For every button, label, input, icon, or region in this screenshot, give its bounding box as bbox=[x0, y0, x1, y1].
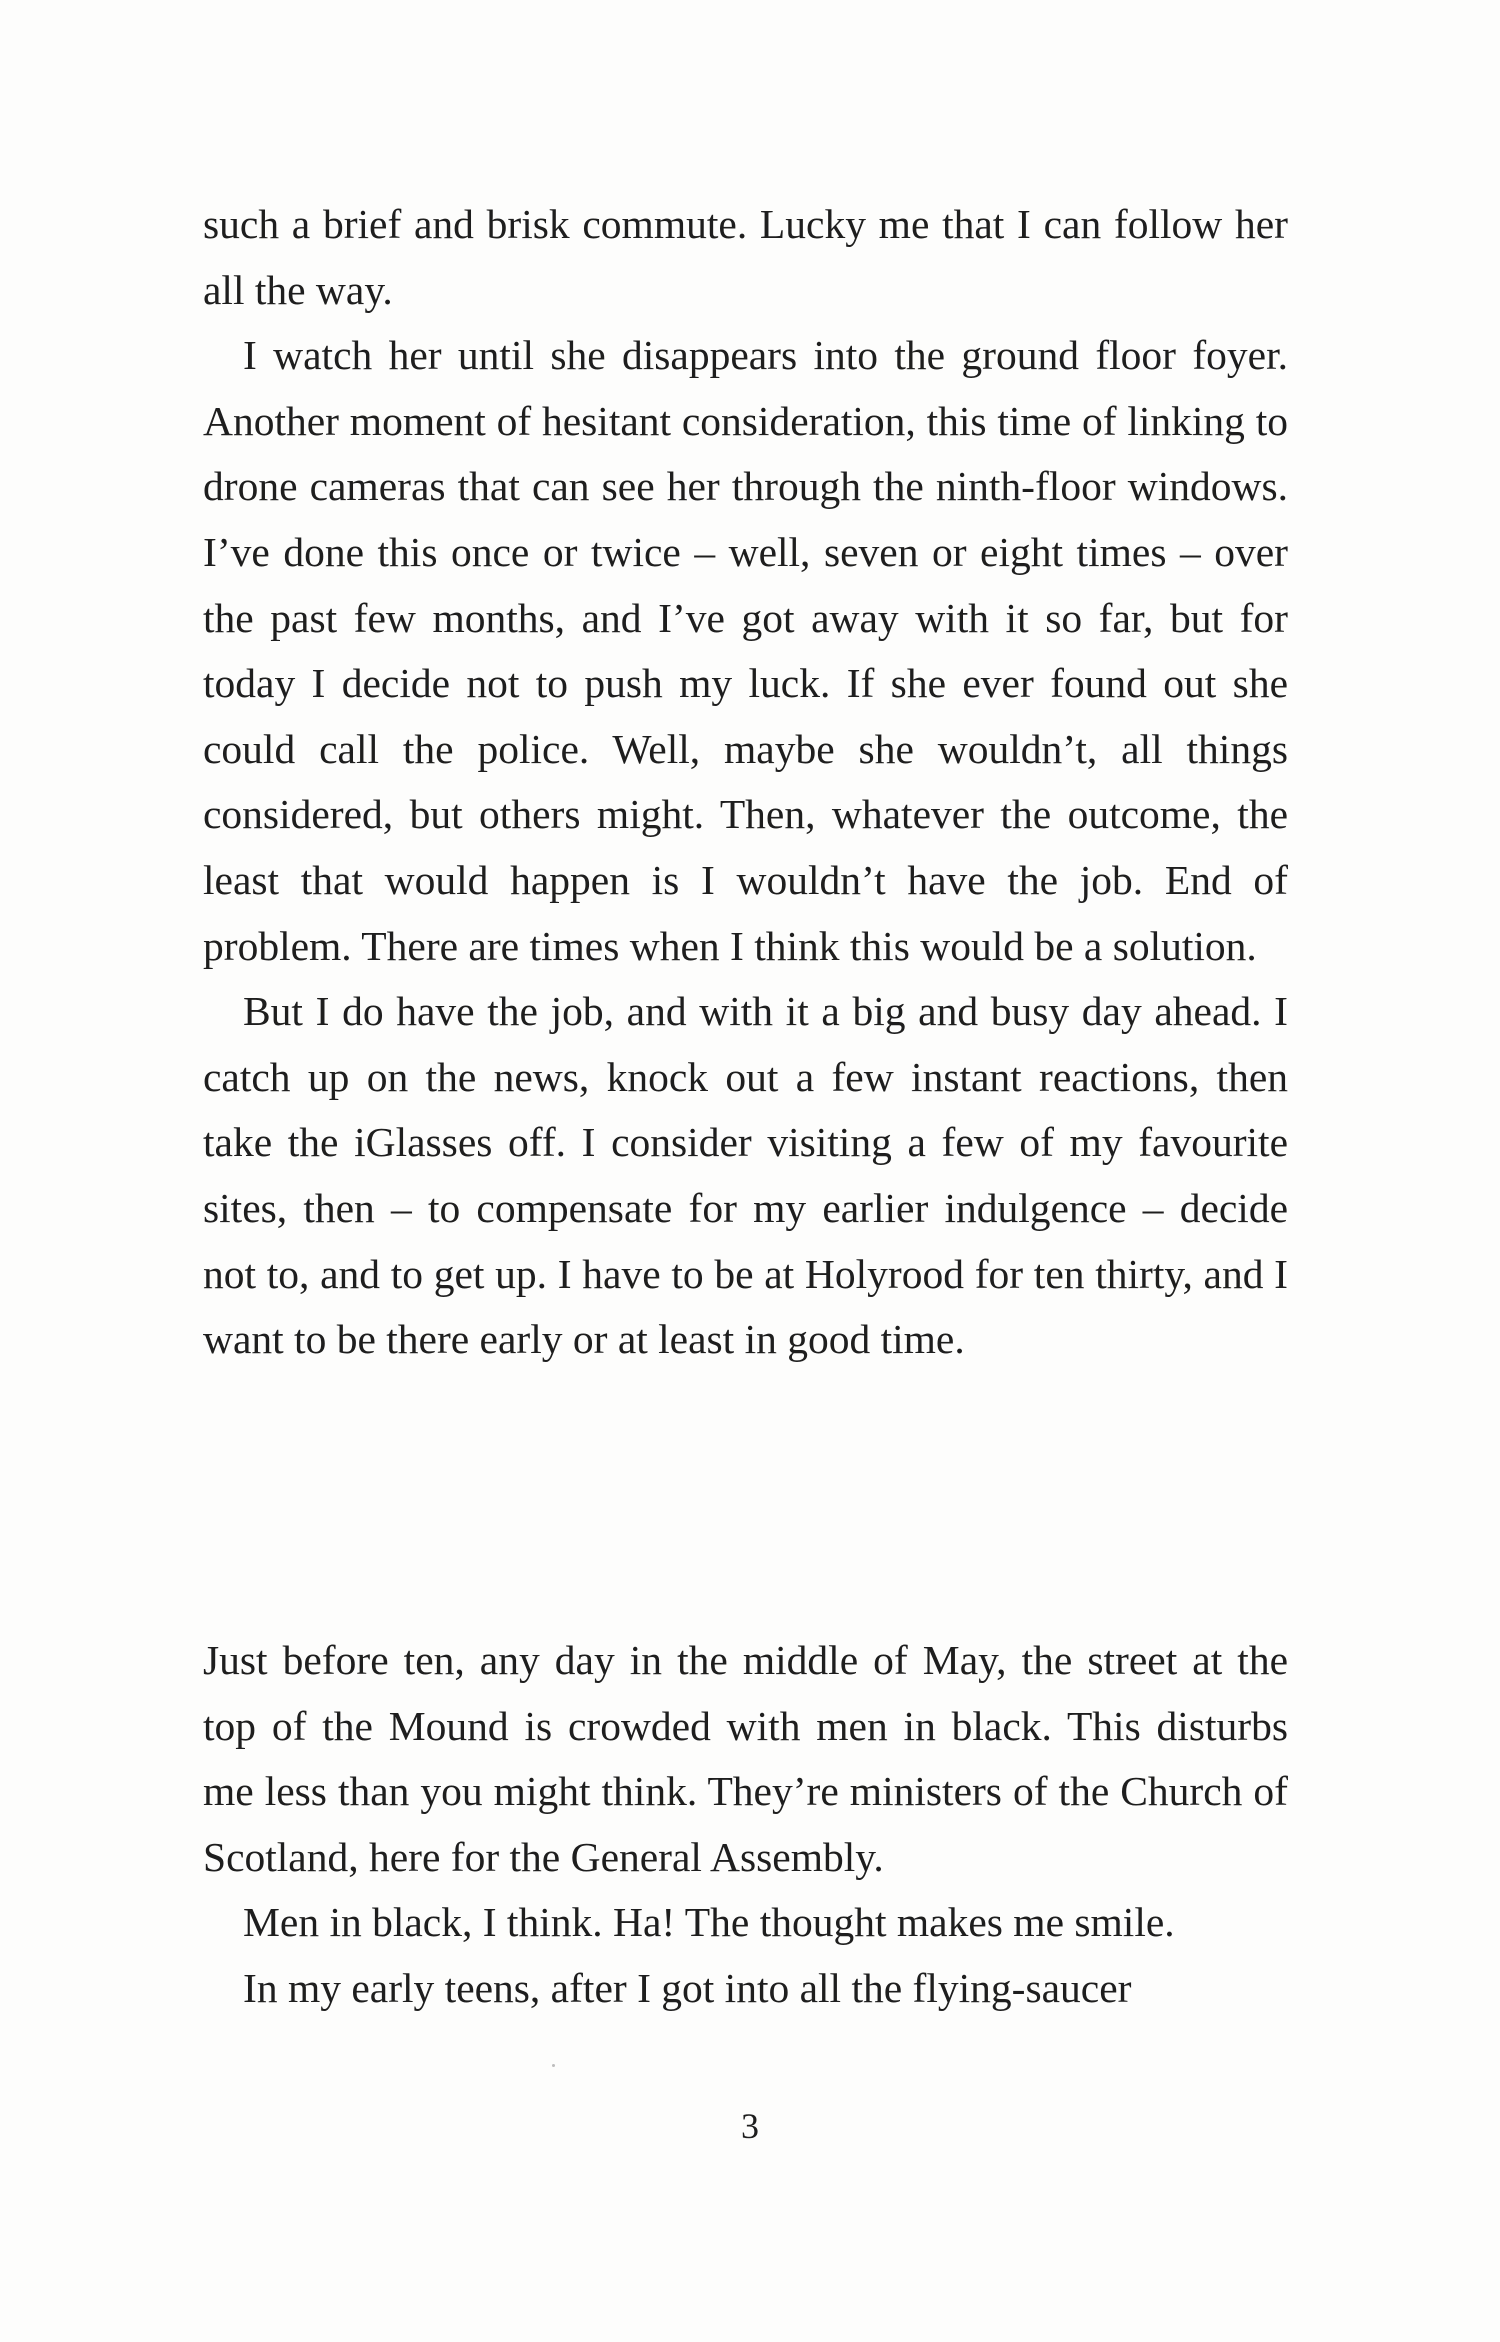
section-1 bbox=[203, 192, 1288, 1373]
paragraph: In my early teens, after I got into all the flying-saucer bbox=[243, 1964, 1132, 2011]
section-2 bbox=[203, 1628, 1288, 2022]
page-number: 3 bbox=[741, 2106, 759, 2146]
paragraph: Men in black, I think. Ha! The thought makes me smile. bbox=[243, 1899, 1175, 1946]
paragraph-continued: such a brief and brisk commute. Lucky me that I can follow her all the way. bbox=[203, 201, 1288, 313]
paragraph: I watch her until she disappears into the ground floor foyer. Another moment of hesitant consideration, this time of linking to drone cameras that can see her through the ninth-floor windows. I’ve done this once or twice – well, seven or eight times – over the past few months, and I’ve got away with it so far, but for today I decide not to push my luck. If she ever found out she could call the police. Well, maybe she wouldn’t, all things considered, but others might. Then, whatever the outcome, the least that would happen is I wouldn’t have the job. End of problem. There are times when I think this would be a solution. bbox=[203, 332, 1288, 969]
scan-speck bbox=[552, 2064, 555, 2067]
paragraph: But I do have the job, and with it a big and busy day ahead. I catch up on the news, knock out a few instant reactions, then take the iGlasses off. I consider visiting a few of my favourite sites, then – to compensate for my earlier indulgence – decide not to, and to get up. I have to be at Holyrood for ten thirty, and I want to be there early or at least in good time. bbox=[203, 988, 1288, 1363]
section-opening-paragraph: Just before ten, any day in the middle of May, the street at the top of the Mound is crowded with men in black. This disturbs me less than you might think. They’re ministers of the Church of Scotland, here for the General Assembly. bbox=[203, 1637, 1288, 1880]
